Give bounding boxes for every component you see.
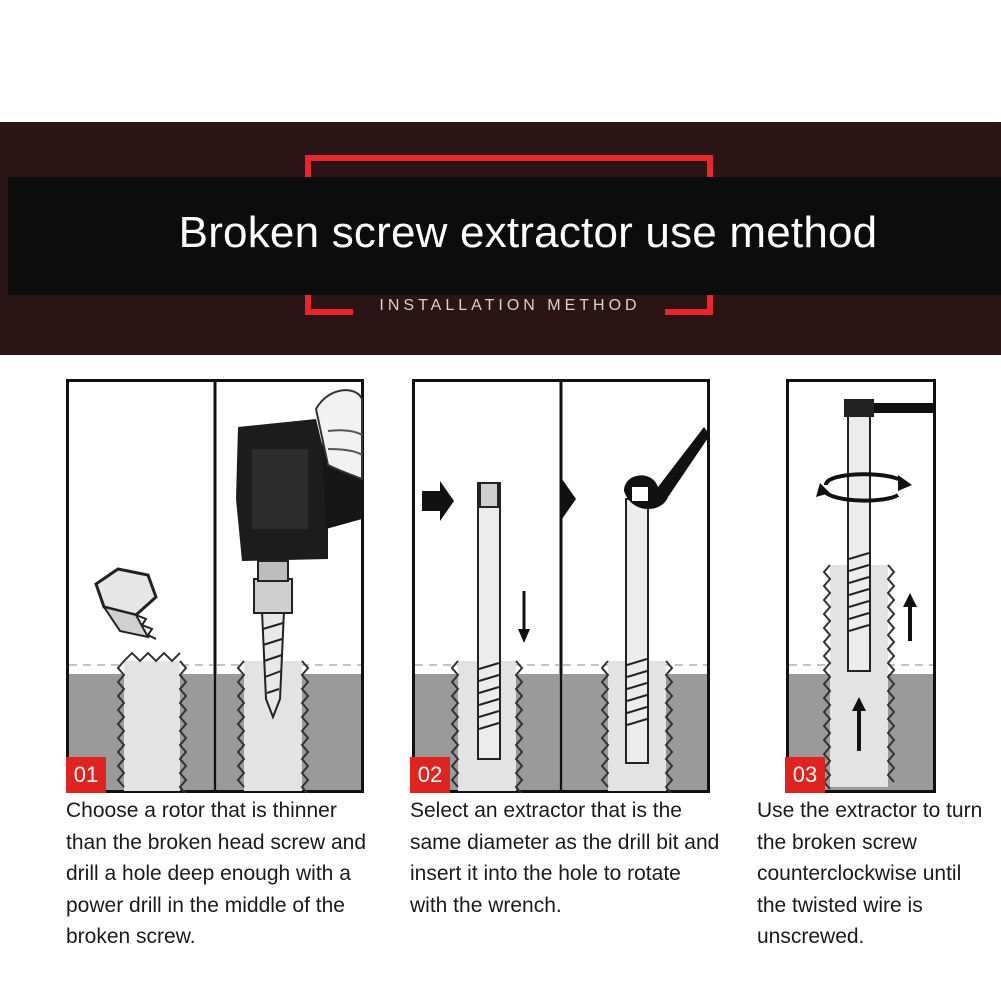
step-2-description: Select an extractor that is the same diameter as the drill bit and insert it into the hole to rotate with the wrench.	[410, 799, 720, 917]
step-3-illustration	[786, 379, 936, 793]
step-2-illustration	[412, 379, 710, 793]
step-1-number-badge: 01	[66, 757, 106, 793]
step-3-description: Use the extractor to turn the broken screw counterclockwise until the twisted wire is unscrewed.	[757, 799, 983, 948]
step-3-number-badge: 03	[785, 757, 825, 793]
step-1-illustration	[66, 379, 364, 793]
step-2-number-badge: 02	[410, 757, 450, 793]
page-subtitle: INSTALLATION METHOD	[379, 297, 641, 314]
page-title: Broken screw extractor use method	[178, 208, 878, 257]
step-1-description: Choose a rotor that is thinner than the broken head screw and drill a hole deep enough with a power drill in the middle of the broken screw.	[66, 799, 367, 948]
